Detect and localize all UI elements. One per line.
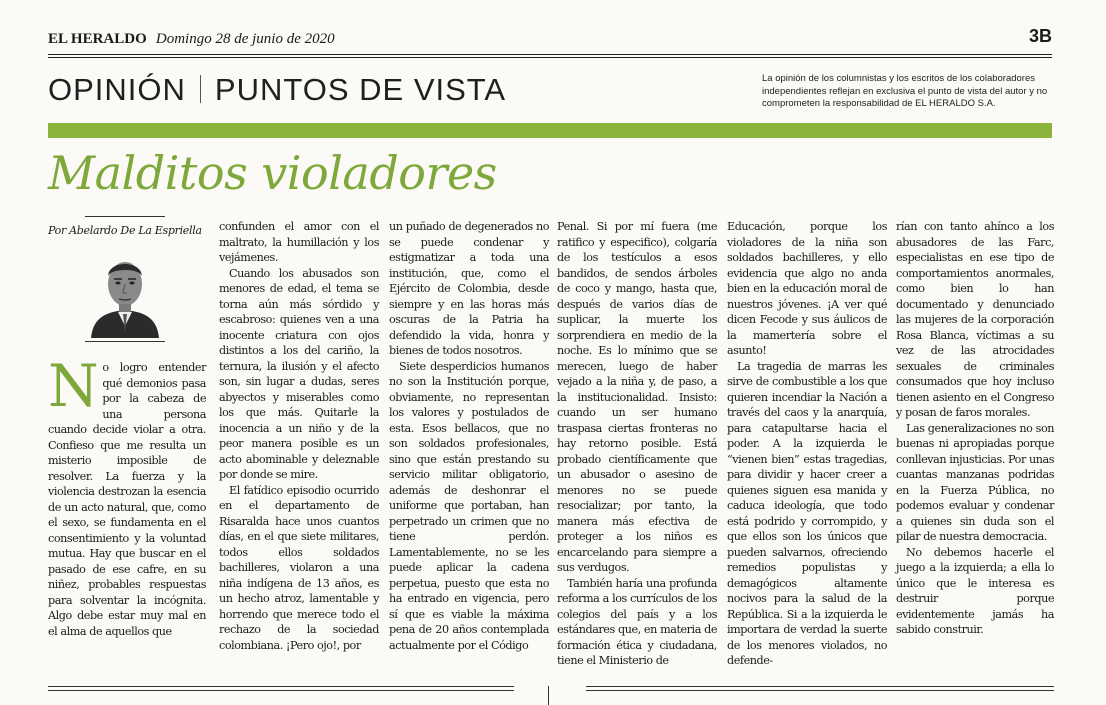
byline-rule-bottom: [85, 341, 165, 342]
article-byline: Por Abelardo De La Espriella: [48, 224, 202, 237]
paragraph: rían con tanto ahínco a los abusadores de las Farc, especialistas en ese tipo de comportamientos anormales, como bien lo han documentado y denunciado las mujeres de la corporación Rosa Blanca, víctimas a su vez de las atrocidades sexuales de criminales consumados que hoy incluso tienen asiento en el Congreso y posan de faros morales.: [896, 220, 1054, 419]
paragraph: Siete desperdicios humanos no son la Institución porque, obviamente, no representan los valores y postulados de esta. Esos bellacos, que no son soldados profesionales, sino que están prestando su servicio militar obligatorio, además de deshonrar el uniforme que portaban, han perpetrado un crimen que no tiene perdón. Lamentablemente, no se les puede aplicar la cadena perpetua, puesto que esta no ha entrado en vigencia, pero sí que es viable la máxima pena de 20 años contemplada actualmente por el Código: [389, 359, 549, 652]
footer-rule-right-secondary: [586, 690, 1054, 691]
paragraph: Las generalizaciones no son buenas ni apropiadas porque conllevan injusticias. Por unas cuantas manzanas podridas en la Fuerza Pública, no podemos evaluar y condenar a quienes sin duda son el pilar de nuestra democracia.: [896, 421, 1054, 543]
editorial-disclaimer: La opinión de los columnistas y los escritos de los colaboradores independientes reflejan en exclusiva el punto de vista del autor y no comprometen la responsabilidad de EL HERALDO S.A.: [762, 73, 1048, 109]
paragraph: un puñado de degenerados no se puede condenar y estigmatizar a toda una institución, que, como el Ejército de Colombia, desde siempre y en las horas más oscuras de la Patria ha defendido la vida, honra y bienes de todos nosotros.: [389, 220, 549, 357]
section-accent-bar: [48, 123, 1052, 138]
article-column-3: [389, 219, 549, 653]
paragraph: Cuando los abusados son menores de edad, el tema se torna aún más sórdido y escabroso: quienes ven a una inocente criatura con ojos distintos a los del cariño, la ternura, la ilusión y el afecto son, sin lugar a dudas, seres abyectos y miserables como los que más. Quitarle la inocencia a un niño y de la peor manera posible es un acto abominable y deleznable por donde se mire.: [219, 266, 379, 481]
newspaper-name: EL HERALDO: [48, 31, 147, 47]
section-title: [48, 72, 506, 108]
paragraph: La tragedia de marras les sirve de combustible a los que quieren incendiar la Nación a través del caos y la anarquía, para catapultarse hacia el poder. A la izquierda le “vienen bien” estas tragedias, para dividir y hacer creer a quienes siguen esa manida y caduca ideología, que todo está podrido y corrompido, y que ellos son los únicos que pueden salvarnos, ofreciendo remedios populistas y demagógicos altamente nocivos para la salud de la República. Si a la izquierda le importara de verdad la suerte de los menores violados, no defende-: [727, 359, 887, 667]
footer-rule-left-secondary: [48, 690, 514, 691]
paragraph: No debemos hacerle el juego a la izquierda; a ella lo único que le interesa es destruir porque evidentemente jamás ha sabido construir.: [896, 545, 1054, 636]
section-title-right: PUNTOS DE VISTA: [214, 72, 507, 107]
page-number: 3B: [1028, 26, 1052, 46]
article-column-1: [48, 352, 206, 639]
masthead: [48, 28, 1052, 50]
paragraph: o logro entender qué demonios pasa por la cabeza de una persona cuando decide violar a otra. Confieso que me resulta un misterio imposible de resolver. La fuerza y la violencia destrozan la esencia de un acto natural, que, como el sexo, se fundamenta en el consentimiento y la voluntad mutua. Hay que buscar en el pasado de ese cafre, en su niñez, probables respuestas para solventar la incógnita. Algo debe estar muy mal en el alma de aquellos que: [48, 361, 206, 638]
paragraph: El fatídico episodio ocurrido en el departamento de Risaralda hace unos cuantos días, en el que siete militares, todos ellos soldados bachilleres, violaron a una niña indígena de 13 años, es un hecho atroz, lamentable y horrendo que merece todo el rechazo de la sociedad colombiana. ¡Pero ojo!, por: [219, 483, 379, 652]
author-portrait: [85, 246, 165, 338]
paragraph: También haría una profunda reforma a los currículos de los colegios del país y a los estándares que, en materia de formación ética y ciudadana, tiene el Ministerio de: [557, 576, 717, 667]
footer-rule-left: [48, 686, 514, 687]
article-column-6: [896, 219, 1054, 638]
section-separator: [200, 75, 201, 103]
paragraph: Penal. Si por mí fuera (me ratifico y especifico), colgaría de los testículos a esos bandidos, de sendos árboles de coco y mango, hasta que, después de varios días de suplicar, la muerte los sorprendiera en medio de la noche. Es lo mínimo que se merecen, luego de haber vejado a la niña y, de paso, a la institucionalidad. Insisto: cuando un ser humano traspasa ciertas fronteras no hay retorno posible. Está probado científicamente que un abusador o asesino de menores no se puede resocializar; por tanto, la manera más efectiva de proteger a los niños es encarcelando para siempre a sus verdugos.: [557, 220, 717, 574]
footer-divider: [548, 686, 549, 705]
paragraph: Educación, porque los violadores de la niña son soldados bachilleres, y ello evidencia que algo no anda bien en la educación moral de nuestros jóvenes. ¡A ver qué dicen Fecode y sus áulicos de la mamertería sobre el asunto!: [727, 220, 887, 357]
masthead-rule: [48, 54, 1052, 55]
paragraph: confunden el amor con el maltrato, la humillación y los vejámenes.: [219, 220, 379, 264]
footer-rule-right: [586, 686, 1054, 687]
article-column-2: [219, 219, 379, 653]
article-column-5: [727, 219, 887, 669]
article-headline: Malditos violadores: [48, 146, 497, 200]
edition-date: Domingo 28 de junio de 2020: [155, 31, 335, 47]
drop-cap: N: [48, 352, 99, 420]
article-column-4: [557, 219, 717, 669]
byline-rule-top: [85, 216, 165, 217]
section-title-left: OPINIÓN: [48, 72, 186, 107]
masthead-rule-secondary: [48, 57, 1052, 58]
